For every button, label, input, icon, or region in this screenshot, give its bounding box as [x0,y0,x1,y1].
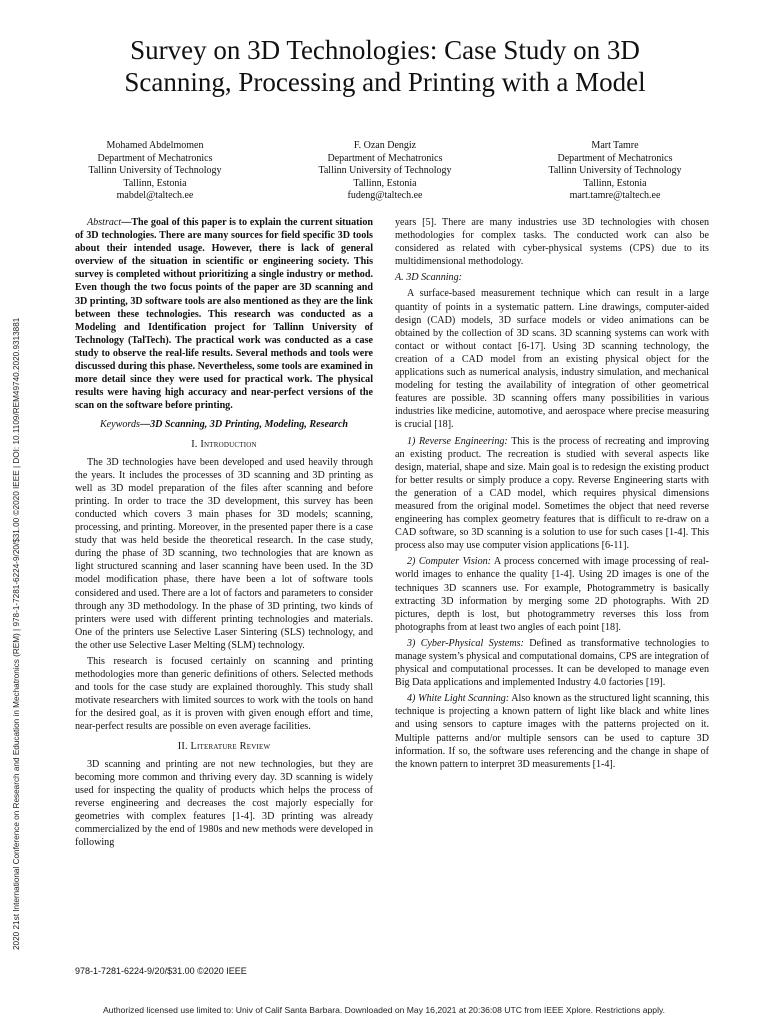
keywords [75,418,373,431]
author-block [40,140,730,210]
item-text: This is the process of recreating and improving an existing product. The recreation is studied with several aspects like design, material, shape and size. Main goal is to redesign the existing product for better results or simply produce a copy. Reverse Engineering starts with the generation of a CAD model, which requires physical dimensions measured from the original model. Sometimes the object that need reverse engineering has complex geometry features that is difficult to re-draw on a CAD software, so 3D scanning is a solution to use for such cases [1-4]. This process also may use computer vision applications [6-11]. [395,435,710,552]
paragraph: years [5]. There are many industries use 3D technologies with chosen methodologies for complex tasks. The conducted work can also be considered as related with cyber-physical systems (CPS) due to its multidimensional methodology. [395,217,709,268]
item-text: Defined as transformative technologies to manage system’s physical and computational domains, CPS are integration of physical and computational processes. It can be developed to manage even Big Data applications and implemented Industry 4.0 factories [19]. [395,637,710,689]
left-column [75,216,373,852]
item-label: 4) White Light Scanning: [407,693,510,705]
doi-sidebar [10,250,24,950]
author-dept: Department of Mechatronics [557,152,673,164]
paragraph: 3D scanning and printing are not new technologies, but they are becoming more common and thriving every day. 3D scanning is widely used for inspecting the quality of products which helps the process of reverse engineering and decreases the cost majorly especially for geometries with complex features [1-4]. 3D printing was already commercialized by the end of 1980s and new methods were developed in following [75,758,373,849]
keywords-text: —3D Scanning, 3D Printing, Modeling, Research [139,419,349,431]
section-heading-introduction: I. Introduction [191,438,257,450]
paper-title [50,34,720,98]
item-text: Also known as the structured light scanning, this technique is projecting a known pattern of light like black and white lines and using sensors to capture images with the patterns projected on it. Multiple patterns and/or multiple sensors can be used to capture 3D information. If so, the software uses referencing and the change in shape of the known pattern to interpret 3D measurements [1-4]. [395,693,709,770]
subsection-heading-3d-scanning: A. 3D Scanning: [395,272,462,284]
keywords-label: Keywords [99,419,140,431]
author-2 [270,140,500,203]
author-email: mabdel@taltech.ee [116,190,194,202]
list-item [395,435,709,553]
item-label: 3) Cyber-Physical Systems: [407,637,524,649]
author-name: Mohamed Abdelmomen [106,140,204,151]
item-label: 1) Reverse Engineering: [407,435,508,447]
copyright-footer: 978-1-7281-6224-9/20/$31.00 ©2020 IEEE [75,966,247,976]
author-name: F. Ozan Dengiz [353,140,417,151]
author-name: Mart Tamre [591,140,639,151]
item-text: A process concerned with image processing of real-world images to enhance the quality [1-4]. Using 2D images is one of the techniques 3D scanners use. For example, Photogrammetry is basically extracting 3D information by merging some 2D photographs. With 2D pictures, depth is lost, but photogrammetry reverses this loss from photographs from at least two angles of each point [18]. [395,556,709,633]
paragraph: A surface-based measurement technique which can result in a large quantity of points in a systematic pattern. Line drawings, computer-aided design (CAD) models, 3D surface models or video animations can be obtained by the collection of 3D scans. 3D scanning systems can work with contact or without contact [6-17]. Using 3D scanning technology, the creation of a CAD model from an existing physical object for the applications such as numerical analysis, industry simulation, and mechanical modeling for testing the availability of integration of other geometrical features are possible. 3D scanning offers many possibilities in various industries like medicine, automotive, and aerospace where precise measuring is crucial [18]. [395,288,709,431]
right-column [395,216,709,774]
item-label: 2) Computer Vision: [407,556,492,568]
author-dept: Department of Mechatronics [97,152,213,164]
author-univ: Tallinn University of Technology [318,165,452,177]
paragraph: The 3D technologies have been developed and used heavily through the years. It includes the processes of 3D scanning and 3D printing as well as 3D model preparation of the files after scanning and before printing. In order to trace the 3D development, this survey has been conducted which covers 3 main phases for 3D models; scanning, processing, and printing. Moreover, in the presented paper there is a case study that was held beside the theoretical research. In the case study, during the phase of 3D scanning, two technologies that are known as light structured scanning and laser scanning have been used. In the 3D model modification phase, there have been a lot of software tools considered and used. There are a lot of factors and parameters to consider through any 3D methodology. In the phase of 3D printing, two kinds of printers were used with different printing technologies and materials. One of the printers use Selective Laser Sintering (SLS) technology, and the other use Selective Laser Melting (SLM) technology. [75,456,373,651]
author-dept: Department of Mechatronics [327,152,443,164]
author-univ: Tallinn University of Technology [88,165,222,177]
list-item [395,692,709,771]
author-city: Tallinn, Estonia [123,177,187,189]
title-line-2: Scanning, Processing and Printing with a Model [124,67,646,97]
abstract-text: —The goal of this paper is to explain the current situation of 3D technologies. There are many sources for field specific 3D tools about their intended usage. However, there is lack of general overview of the situation in scientific or engineering society. This survey is completed without prioritizing a single industry or method. Even though the two focus points of the paper are 3D scanning and 3D printing, 3D software tools are also mentioned as they are the link between these technologies. This research was conducted as a Modeling and Identification project for Tallinn University of Technology (TalTech). The practical work was conducted as a case study to observe the real-life results. Several methods and tools were discussed during this phase. Nevertheless, some tools are examined in more detail since they were used for practical work. The physical results were having high accuracy and near-perfect versions of the scan on the software before printing. [75,217,373,412]
author-univ: Tallinn University of Technology [548,165,682,177]
license-notice: Authorized licensed use limited to: Univ of Calif Santa Barbara. Downloaded on May 16,2021 at 20:36:08 UTC from IEEE Xplore. Restrictions apply. [102,1005,666,1015]
sidebar-text: 2020 21st International Conference on Research and Education in Mechatronics (REM) | 978-1-7281-6224-9/20/$31.00 ©2020 IEEE | DOI: 10.1109/REM49740.2020.9313881 [12,317,21,950]
title-line-1: Survey on 3D Technologies: Case Study on 3D [130,35,640,65]
list-item [395,637,709,689]
author-1 [40,140,270,203]
author-email: fudeng@taltech.ee [347,190,423,202]
list-item [395,555,709,634]
author-city: Tallinn, Estonia [583,177,647,189]
abstract-label: Abstract [87,217,122,228]
section-heading-literature-review: II. Literature Review [177,740,271,752]
author-3 [500,140,730,203]
author-city: Tallinn, Estonia [353,177,417,189]
paragraph: This research is focused certainly on scanning and printing methodologies more than generic definitions of others. Selected methods and tools for the case study are explained thoroughly. This study shall motivate researchers with limited sources to work with the tools on hand for the desired goal, as it is proven with given enough effort and time, near-perfect results are possible on even average facilities. [75,656,373,733]
author-email: mart.tamre@taltech.ee [569,190,661,202]
abstract [75,216,373,412]
